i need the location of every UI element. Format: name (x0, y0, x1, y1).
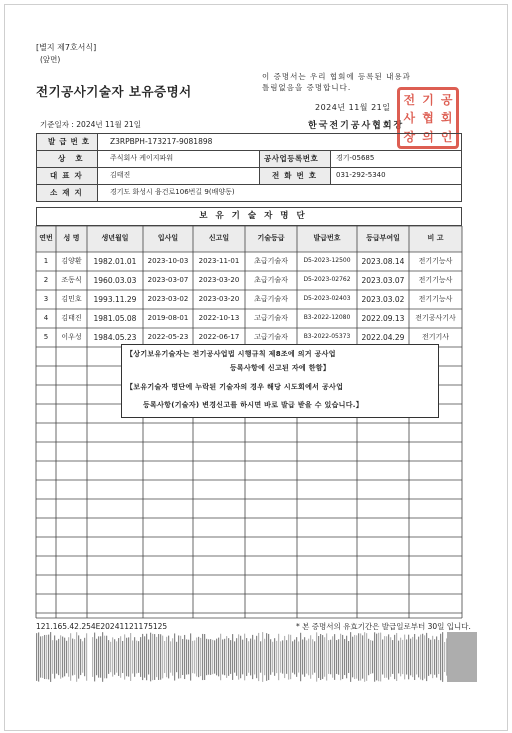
barcode-bar (38, 632, 39, 681)
barcode-bar (328, 640, 329, 674)
seal-character: 공 (440, 92, 453, 107)
roster-header-cell: 연번 (39, 234, 53, 242)
barcode-bar (358, 633, 359, 680)
barcode-bar (402, 640, 403, 674)
roster-cell: 2023.03.07 (361, 276, 405, 285)
barcode-bar (338, 639, 339, 674)
barcode-bar (248, 641, 249, 673)
barcode-bar (146, 634, 147, 680)
barcode-bar (388, 634, 389, 679)
roster-cell: 1984.05.23 (93, 333, 137, 342)
barcode-bar (350, 632, 351, 682)
roster-cell: 전기기능사 (418, 276, 453, 284)
barcode-bar (74, 639, 75, 675)
roster-header-cell: 생년월일 (101, 234, 129, 242)
roster-cell: 2023-11-01 (198, 257, 240, 265)
barcode-bar (294, 640, 295, 675)
barcode-bar (122, 641, 123, 673)
barcode-bar (214, 640, 215, 673)
barcode-bar (272, 642, 273, 672)
barcode-bar (222, 639, 223, 674)
barcode-bar (364, 632, 365, 682)
barcode-bar (284, 636, 285, 678)
barcode-bar (186, 639, 187, 674)
barcode-bar (440, 634, 441, 680)
barcode-bar (58, 639, 59, 675)
roster-cell: B3-2022-12080 (303, 314, 351, 321)
barcode-bar (380, 633, 381, 682)
barcode-bar (324, 637, 325, 676)
barcode-bar (76, 632, 77, 682)
barcode-bar (140, 637, 141, 677)
barcode-bar (376, 634, 377, 681)
barcode-bar (406, 639, 407, 674)
reference-date: 기준일자 : 2024년 11월 21일 (40, 120, 141, 129)
barcode-bar (354, 635, 355, 679)
barcode-bar (420, 635, 421, 680)
barcode-bar (292, 641, 293, 672)
barcode-bar (190, 633, 191, 680)
ceo-label: 대표자 (50, 171, 87, 180)
barcode-bar (404, 635, 405, 680)
roster-cell: 초급기술자 (254, 257, 288, 265)
barcode-bar (340, 634, 341, 680)
barcode-bar (70, 633, 71, 681)
barcode-bar (158, 634, 159, 680)
barcode-bar (224, 639, 225, 675)
barcode-bar (252, 635, 253, 679)
barcode-bar (182, 639, 183, 675)
barcode-bar (434, 639, 435, 675)
barcode-bar (348, 641, 349, 673)
barcode-bar (124, 634, 125, 679)
roster-cell: 이우성 (61, 333, 82, 341)
barcode-bar (40, 636, 41, 677)
roster-title: 보유기술자명단 (199, 211, 313, 221)
roster-cell: 1982.01.01 (93, 257, 137, 266)
roster-cell: 김양환 (61, 257, 82, 265)
barcode-bar (46, 635, 47, 679)
roster-cell: 1993.11.29 (93, 295, 137, 304)
barcode-bar (116, 641, 117, 672)
address-label: 소재지 (50, 188, 87, 197)
barcode-bar (314, 641, 315, 672)
barcode-bar (98, 636, 99, 677)
roster-cell: 2022.09.13 (361, 314, 405, 323)
seal-character: 전 (403, 92, 416, 107)
barcode-bar (184, 635, 185, 679)
barcode-bar (202, 634, 203, 680)
document-code: 121.165.42.254E20241121175125 (36, 622, 168, 631)
certification-notice-line2: 틀림없음을 증명합니다. (262, 83, 352, 92)
barcode-bar (378, 633, 379, 681)
barcode-bar (120, 636, 121, 678)
barcode-bar (332, 636, 333, 677)
barcode-bar (244, 634, 245, 681)
barcode-bar (438, 640, 439, 674)
barcode-bar (68, 637, 69, 677)
barcode-bar (408, 635, 409, 680)
barcode-bar (310, 635, 311, 678)
barcode-bar (80, 639, 81, 675)
roster-cell: 2022-05-23 (147, 333, 189, 341)
roster-header-cell: 발급번호 (313, 234, 341, 242)
roster-cell: D5-2023-12500 (303, 257, 351, 264)
roster-header-cell: 성 명 (63, 234, 80, 242)
roster-cell: 2023-10-03 (147, 257, 189, 265)
barcode-bar (152, 634, 153, 680)
roster-cell: 2023-03-20 (198, 276, 240, 284)
roster-cell: 2022-10-13 (198, 314, 240, 322)
roster-cell: 김민호 (61, 295, 82, 303)
barcode-bar (64, 638, 65, 677)
barcode-bar (382, 640, 383, 675)
barcode-bar (226, 636, 227, 678)
barcode-bar (164, 641, 165, 673)
barcode-bar (62, 637, 63, 678)
barcode-bar (52, 640, 53, 674)
barcode-bar (330, 640, 331, 675)
barcode-bar (444, 642, 445, 672)
phone-label: 전화번호 (272, 171, 321, 180)
barcode-bar (268, 634, 269, 680)
barcode-bar (254, 640, 255, 675)
qr-block (447, 632, 477, 682)
barcode-bar (392, 640, 393, 674)
phone-value: 031-292-5340 (336, 171, 386, 179)
barcode-bar (400, 638, 401, 677)
barcode-bar (180, 636, 181, 678)
barcode-bar (82, 641, 83, 672)
barcode-bar (172, 638, 173, 675)
barcode-bar (166, 637, 167, 677)
barcode-bar (168, 636, 169, 679)
barcode-bar (422, 634, 423, 680)
barcode-bar (304, 637, 305, 677)
barcode-bar (134, 637, 135, 677)
barcode-bar (426, 633, 427, 681)
barcode-bar (302, 640, 303, 675)
barcode-bar (118, 638, 119, 676)
roster-cell: 전기기능사 (418, 295, 453, 303)
barcode-bar (344, 639, 345, 675)
roster-cell: 2023-03-07 (147, 276, 189, 284)
barcode-bar (42, 636, 43, 678)
barcode-bar (174, 633, 175, 680)
barcode-bar (274, 638, 275, 676)
roster-cell: 1 (43, 257, 49, 265)
barcode-bar (72, 639, 73, 676)
barcode-bar (280, 641, 281, 672)
barcode-bar (264, 639, 265, 675)
barcode-bar (436, 636, 437, 677)
barcode-bar (360, 633, 361, 680)
barcode-bar (240, 636, 241, 678)
barcode-bar (312, 639, 313, 674)
barcode-bar (110, 642, 111, 672)
barcode-bar (428, 638, 429, 676)
ceo-value: 김태진 (110, 171, 131, 179)
company-name-label: 상호 (58, 154, 93, 163)
barcode-bar (372, 641, 373, 674)
issue-no-label: 발급번호 (48, 137, 93, 146)
barcode-bar (334, 634, 335, 680)
barcode-bar (204, 634, 205, 680)
roster-header-cell: 기술등급 (257, 234, 285, 242)
barcode-bar (136, 641, 137, 674)
barcode-bar (106, 636, 107, 679)
barcode-bar (246, 638, 247, 676)
validity-notice: * 본 증명서의 유효기간은 발급일로부터 30일 입니다. (296, 622, 471, 631)
barcode-bar (242, 640, 243, 675)
barcode-bar (430, 640, 431, 674)
roster-cell: 2023-03-20 (198, 295, 240, 303)
barcode-bar (36, 633, 37, 681)
barcode-bar (286, 640, 287, 674)
barcode-bar (266, 633, 267, 681)
barcode-bar (86, 633, 87, 680)
barcode-bar (194, 640, 195, 673)
issue-date: 2024년 11월 21일 (315, 103, 391, 112)
barcode-bar (390, 637, 391, 676)
registration-no-label: 공사업등록번호 (264, 154, 319, 163)
barcode-bar (396, 633, 397, 681)
barcode-bar (178, 635, 179, 678)
roster-header-cell: 비 고 (427, 234, 444, 242)
barcode-bar (278, 634, 279, 680)
barcode-bar (112, 637, 113, 676)
barcode-bar (282, 640, 283, 673)
barcode-bar (262, 632, 263, 682)
barcode-bar (188, 640, 189, 675)
barcode-bar (138, 641, 139, 673)
seal-character: 회 (440, 111, 453, 126)
roster-cell: 김태진 (61, 314, 82, 322)
document-title: 전기공사기술자 보유증명서 (36, 84, 192, 99)
roster-cell: 2023.03.02 (361, 295, 405, 304)
barcode-bar (100, 636, 101, 677)
barcode-bar (336, 640, 337, 674)
note1-line1: 【상기보유기술자는 전기공사업법 시행규칙 제8조에 의거 공사업 (126, 350, 336, 358)
barcode-bar (114, 639, 115, 675)
barcode-bar (276, 641, 277, 673)
barcode-bar (196, 638, 197, 677)
barcode-bar (126, 638, 127, 676)
barcode-bar (220, 634, 221, 681)
barcode-bar (308, 639, 309, 676)
roster-cell: 3 (43, 295, 49, 303)
barcode-bar (442, 632, 443, 682)
roster-header-cell: 등급부여일 (366, 234, 400, 242)
roster-cell: 고급기술자 (254, 333, 288, 341)
form-side: (앞면) (40, 55, 61, 64)
address-value: 경기도 화성시 융건로106번길 9(배양동) (110, 188, 235, 196)
barcode-bar (238, 634, 239, 679)
barcode-bar (236, 638, 237, 676)
note1-line2: 등록사항에 신고된 자에 한함】 (229, 364, 331, 372)
roster-cell: 2022.04.29 (361, 333, 405, 342)
barcode-bar (306, 640, 307, 673)
roster-cell: 초급기술자 (254, 295, 288, 303)
barcode-bar (288, 634, 289, 679)
barcode-bar (50, 632, 51, 682)
barcode-bar (142, 634, 143, 680)
note2-line1: 【보유기술자 명단에 누락된 기술자의 경우 해당 시도회에서 공사업 (126, 383, 344, 391)
barcode-bar (66, 641, 67, 673)
roster-header-cell: 신고일 (208, 234, 230, 242)
barcode-bar (318, 636, 319, 678)
certification-notice-line1: 이 증명서는 우리 협회에 등록된 내용과 (262, 72, 411, 81)
roster-header-cell: 입사일 (157, 234, 179, 242)
barcode-bar (208, 639, 209, 674)
seal-character: 의 (422, 130, 434, 145)
roster-cell: 2 (43, 276, 49, 284)
barcode-bar (48, 635, 49, 680)
form-number: [별지 제7호서식] (36, 43, 97, 52)
seal-character: 협 (422, 111, 434, 126)
barcode-bar (270, 639, 271, 675)
barcode-bar (418, 637, 419, 678)
roster-cell: 조동식 (61, 276, 82, 284)
barcode-bar (132, 641, 133, 674)
barcode-bar (218, 638, 219, 677)
barcode-bar (170, 641, 171, 672)
barcode-bar (366, 633, 367, 681)
barcode-bar (78, 635, 79, 678)
roster-cell: 전기기사 (421, 333, 450, 341)
barcode-bar (374, 632, 375, 681)
barcode-bar (290, 635, 291, 679)
barcode-bar (150, 633, 151, 682)
barcode-bar (368, 639, 369, 675)
barcode-bar (316, 632, 317, 681)
barcode-bar (232, 634, 233, 680)
roster-cell: 초급기술자 (254, 276, 288, 284)
barcode-bar (414, 634, 415, 680)
barcode-bar (346, 636, 347, 679)
barcode-bar (356, 635, 357, 678)
barcode-bar (44, 635, 45, 679)
issue-no-value: Z3RPBPH-173217-9081898 (110, 137, 213, 146)
barcode-bar (424, 635, 425, 678)
roster-cell: 전기기능사 (418, 257, 453, 265)
barcode-bar (156, 637, 157, 677)
barcode-bar (412, 637, 413, 677)
barcode-bar (322, 635, 323, 679)
barcode-bar (362, 635, 363, 678)
registration-no-value: 경기-05685 (336, 154, 375, 162)
barcode-bar (296, 637, 297, 677)
barcode-bar (160, 634, 161, 679)
barcode-bar (54, 635, 55, 678)
roster-cell: 4 (43, 314, 49, 322)
barcode-bar (320, 634, 321, 680)
barcode-bar (84, 638, 85, 676)
barcode-bar (416, 640, 417, 675)
barcode-bar (216, 639, 217, 676)
seal-character: 장 (403, 130, 416, 145)
issuer-name: 한국전기공사협회장 (308, 121, 405, 131)
barcode-bar (432, 636, 433, 678)
barcode-bar (130, 633, 131, 681)
roster-cell: 2023-03-02 (147, 295, 189, 303)
barcode-bar (250, 639, 251, 676)
roster-cell: B3-2022-05373 (303, 333, 351, 340)
roster-cell: 전기공사기사 (415, 314, 456, 322)
barcode-bar (260, 641, 261, 672)
barcode-bar (384, 636, 385, 678)
barcode-bar (192, 641, 193, 673)
roster-cell: 1960.03.03 (93, 276, 137, 285)
barcode-bar (300, 633, 301, 681)
roster-cell: 2022-06-17 (198, 333, 240, 341)
barcode-bar (56, 640, 57, 673)
barcode-bar (256, 636, 257, 678)
roster-cell: D5-2023-02403 (303, 295, 351, 302)
company-name-value: 주식회사 케이지파워 (110, 154, 174, 162)
barcode-bar (206, 639, 207, 675)
barcode-bar (94, 633, 95, 682)
barcode-bar (212, 640, 213, 674)
barcode-bar (258, 633, 259, 681)
barcode-bar (234, 641, 235, 672)
roster-cell: 1981.05.08 (93, 314, 137, 323)
roster-cell: 5 (43, 333, 49, 341)
barcode-bar (200, 638, 201, 676)
barcode-bar (102, 632, 103, 682)
barcode-bar (144, 636, 145, 677)
barcode-bar (410, 639, 411, 676)
roster-cell: 2023.08.14 (361, 257, 405, 266)
seal-character: 기 (422, 92, 434, 107)
barcode-bar (96, 639, 97, 675)
barcode-bar (60, 635, 61, 678)
barcode-bar (398, 641, 399, 674)
barcode-bar (230, 640, 231, 674)
barcode-bar (210, 639, 211, 675)
seal-character: 인 (440, 130, 453, 145)
barcode-bar (228, 638, 229, 676)
barcode-bar (128, 637, 129, 676)
roster-cell: 2019-08-01 (147, 314, 189, 322)
barcode-bar (386, 636, 387, 677)
barcode-bar (148, 639, 149, 674)
barcode-bar (162, 636, 163, 679)
barcode-bar (198, 637, 199, 677)
barcode-bar (326, 633, 327, 680)
barcode-bar (394, 635, 395, 679)
barcode-bar (298, 641, 299, 672)
barcode-bar (104, 636, 105, 679)
barcode-bar (92, 637, 93, 677)
barcode-bar (342, 635, 343, 679)
roster-cell: D5-2023-02762 (303, 276, 351, 283)
roster-cell: 고급기술자 (254, 314, 288, 322)
barcode-bar (154, 634, 155, 680)
seal-character: 사 (403, 111, 416, 126)
note2-line2: 등록사항(기술자) 변경신고를 하시면 바로 발급 받을 수 있습니다.】 (143, 401, 364, 409)
barcode-bar (352, 637, 353, 678)
barcode-bar (370, 640, 371, 674)
barcode-bar (108, 640, 109, 674)
barcode-bar (176, 642, 177, 672)
